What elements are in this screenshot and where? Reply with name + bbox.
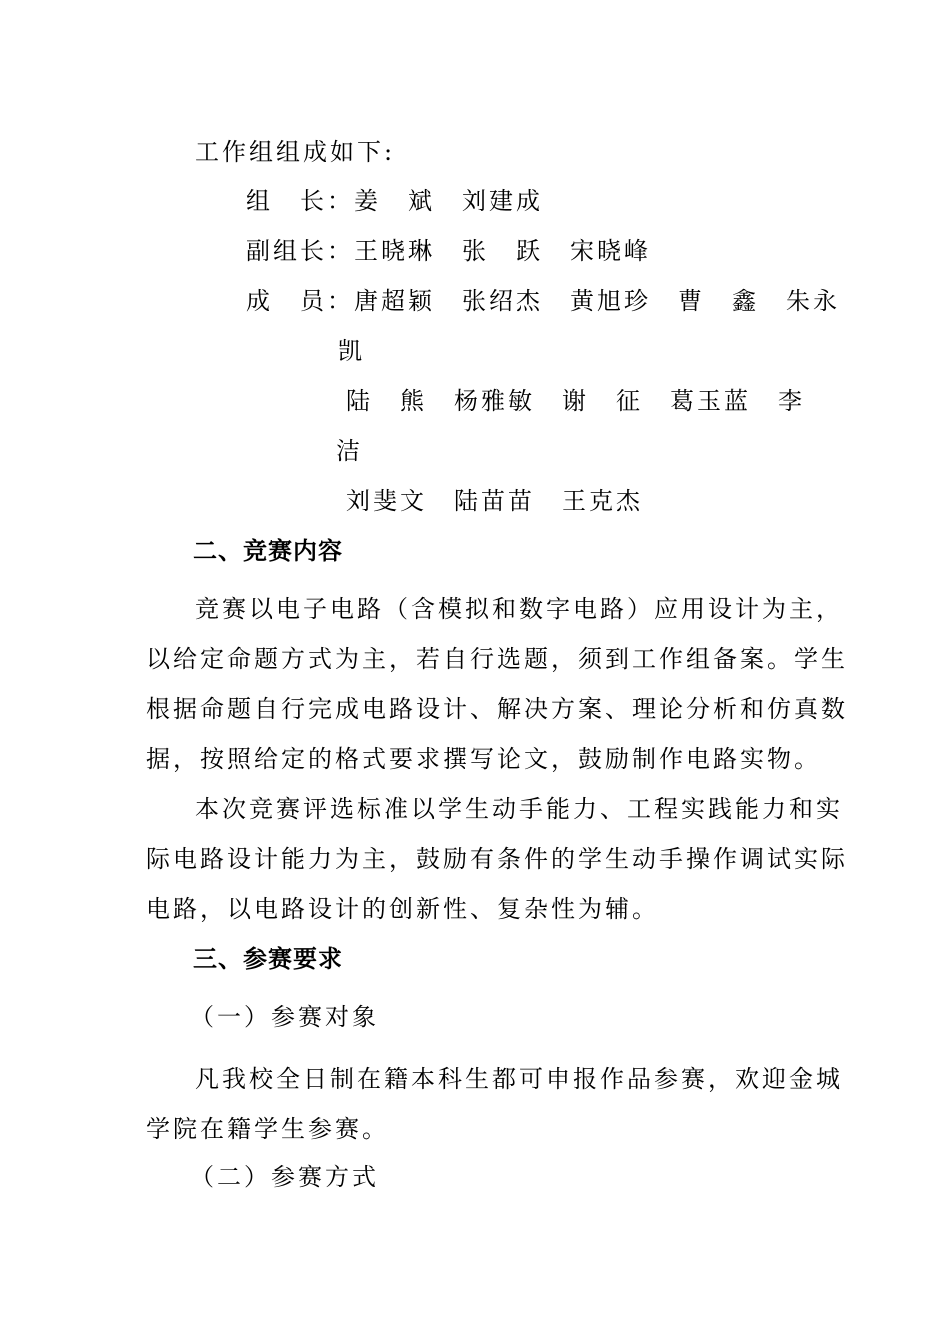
members-line-wrap: 凯 bbox=[338, 337, 362, 365]
paragraph-line: 凡我校全日制在籍本科生都可申报作品参赛，欢迎金城 bbox=[195, 1065, 843, 1093]
paragraph-line: 根据命题自行完成电路设计、解决方案、理论分析和仿真数 bbox=[146, 695, 848, 723]
paragraph-line: 竞赛以电子电路（含模拟和数字电路）应用设计为主， bbox=[195, 595, 843, 623]
paragraph-line: 学院在籍学生参赛。 bbox=[146, 1115, 389, 1143]
leader-line: 组 长：姜 斌 刘建成 bbox=[246, 187, 543, 215]
members-line: 成 员：唐超颖 张绍杰 黄旭珍 曹 鑫 朱永 bbox=[246, 287, 840, 315]
paragraph-line: 据，按照给定的格式要求撰写论文，鼓励制作电路实物。 bbox=[146, 745, 821, 773]
paragraph-line: 以给定命题方式为主，若自行选题，须到工作组备案。学生 bbox=[146, 645, 848, 673]
vice-leader-line: 副组长：王晓琳 张 跃 宋晓峰 bbox=[246, 237, 651, 265]
members-line-wrap: 洁 bbox=[336, 437, 360, 465]
members-line: 刘斐文 陆苗苗 王克杰 bbox=[346, 487, 643, 515]
section-heading-requirements: 三、参赛要求 bbox=[193, 945, 343, 973]
section-heading-contest-content: 二、竞赛内容 bbox=[193, 537, 343, 565]
subsection-heading-method: （二）参赛方式 bbox=[190, 1163, 379, 1191]
subsection-heading-participants: （一）参赛对象 bbox=[190, 1003, 379, 1031]
paragraph-line: 际电路设计能力为主，鼓励有条件的学生动手操作调试实际 bbox=[146, 845, 848, 873]
members-line: 陆 熊 杨雅敏 谢 征 葛玉蓝 李 bbox=[346, 387, 805, 415]
intro-text: 工作组组成如下: bbox=[195, 138, 396, 166]
paragraph-line: 电路，以电路设计的创新性、复杂性为辅。 bbox=[146, 895, 659, 923]
paragraph-line: 本次竞赛评选标准以学生动手能力、工程实践能力和实 bbox=[195, 795, 843, 823]
